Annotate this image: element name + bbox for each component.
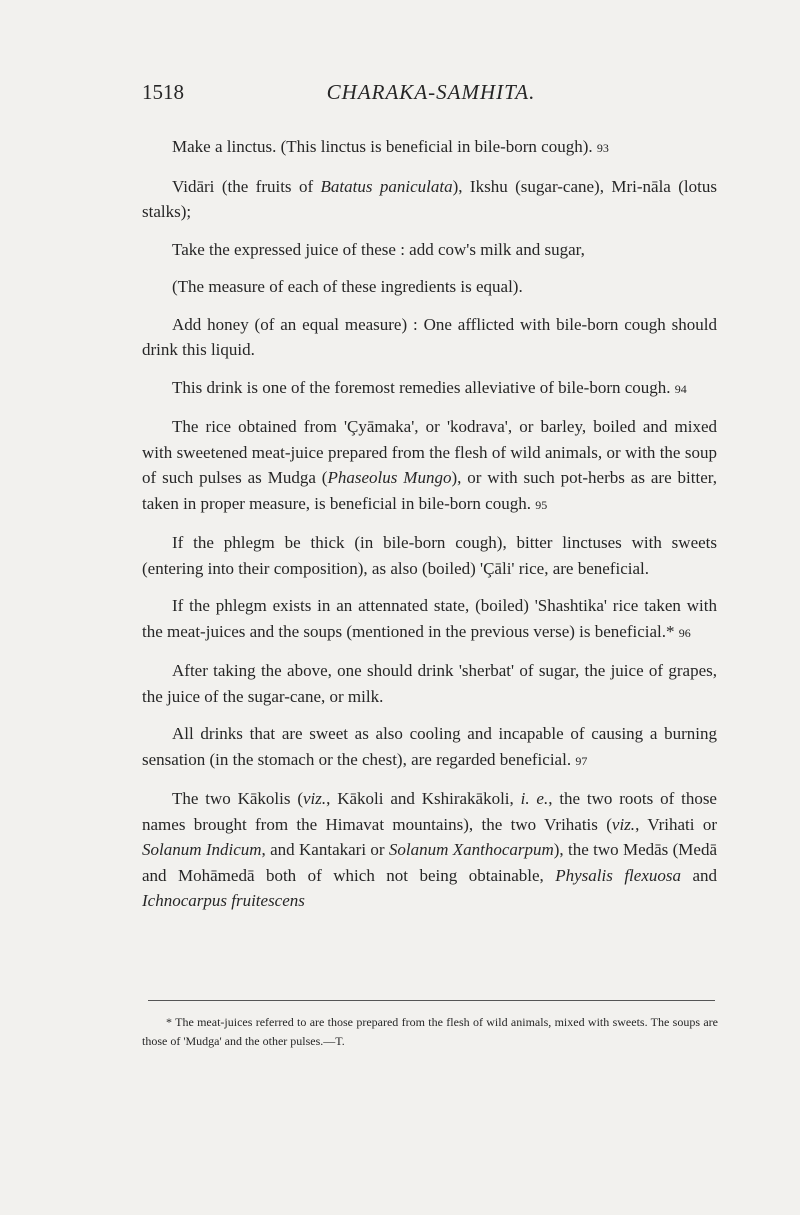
italic-term: Physalis flexuosa [555,865,681,885]
italic-term: viz. [611,814,636,834]
paragraph [142,414,717,518]
paragraph [142,786,717,914]
text-run: (The measure of each of these ingredients is equal). [172,277,523,296]
text-run: The rice obtained from 'Çyāmaka', or 'kodrava', or barley, boiled and mixed with sweetened meat-juice prepared from the flesh of wild animals, or with the soup of such pulses as Mudga ( [142,417,717,487]
footnote-text: * The meat-juices referred to are those prepared from the flesh of wild animals, mixed with sweets. The soups are those of 'Mudga' and the other pulses.—T. [142,1015,718,1048]
italic-term: Solanum Xanthocarpum [388,840,554,859]
paragraph [142,375,717,403]
footnote [142,1013,718,1051]
text-run: , Vrihati or [635,814,717,834]
paragraph [142,134,717,162]
text-run: , the two roots of those names brought from the Himavat mountains), the two Vrihatis ( [142,789,717,834]
text-run: The two Kākolis ( [172,789,303,808]
text-run: ), Ikshu (sugar-cane), Mri-nāla (lotus stalks); [142,176,717,221]
text-run: If the phlegm be thick (in bile-born cough), bitter linctuses with sweets (entering into their composition), as also (boiled) 'Çāli' rice, are beneficial. [142,533,717,578]
verse-number: 93 [596,141,609,155]
paragraph [142,658,717,709]
running-title: CHARAKA-SAMHITA. [326,80,536,104]
footnote-rule [148,1000,715,1001]
paragraph [142,312,717,363]
italic-term: Phaseolus Mungo [327,468,452,487]
text-run: Vidāri (the fruits of [172,176,321,196]
verse-number: 94 [674,381,687,396]
text-run: and [680,865,717,885]
page-header [142,80,720,110]
paragraph [142,237,717,263]
text-run: Take the expressed juice of these : add cow's milk and sugar, [172,239,585,259]
text-run: This drink is one of the foremost remedies alleviative of bile-born cough. [172,377,671,397]
paragraph [142,174,717,225]
text-run: Make a linctus. (This linctus is beneficial in bile-born cough). [172,137,593,156]
text-run: All drinks that are sweet as also cooling and incapable of causing a burning sensation (in the stomach or the chest), are regarded beneficial. [142,724,717,769]
text-run: ), or with such pot-herbs as are bitter, taken in proper measure, is beneficial in bile-born cough. [142,468,717,513]
text-run: If the phlegm exists in an attennated state, (boiled) 'Shashtika' rice taken with the meat-juices and the soups (mentioned in the previous verse) is beneficial.* [142,596,717,641]
italic-term: Ichnocarpus fruitescens [142,891,305,910]
verse-number: 97 [575,753,588,768]
verse-number: 96 [678,625,691,640]
text-run: After taking the above, one should drink 'sherbat' of sugar, the juice of grapes, the juice of the sugar-cane, or milk. [142,661,717,706]
paragraph [142,274,717,300]
paragraph [142,721,717,774]
text-run: , and Kantakari or [261,840,389,859]
page-number: 1518 [142,80,184,104]
body-text [142,134,717,926]
italic-term: viz. [303,789,327,808]
text-run: ), the two Medās (Medā and Mohāmedā both of which not being obtainable, [142,840,717,885]
italic-term: Batatus paniculata [320,176,453,196]
verse-number: 95 [535,497,548,512]
text-run: Add honey (of an equal measure) : One afflicted with bile-born cough should drink this liquid. [142,314,717,359]
paragraph [142,530,717,581]
paragraph [142,593,717,646]
text-run: , Kākoli and Kshirakākoli, [326,789,521,808]
italic-term: i. e. [520,789,549,808]
italic-term: Solanum Indicum [142,840,262,859]
